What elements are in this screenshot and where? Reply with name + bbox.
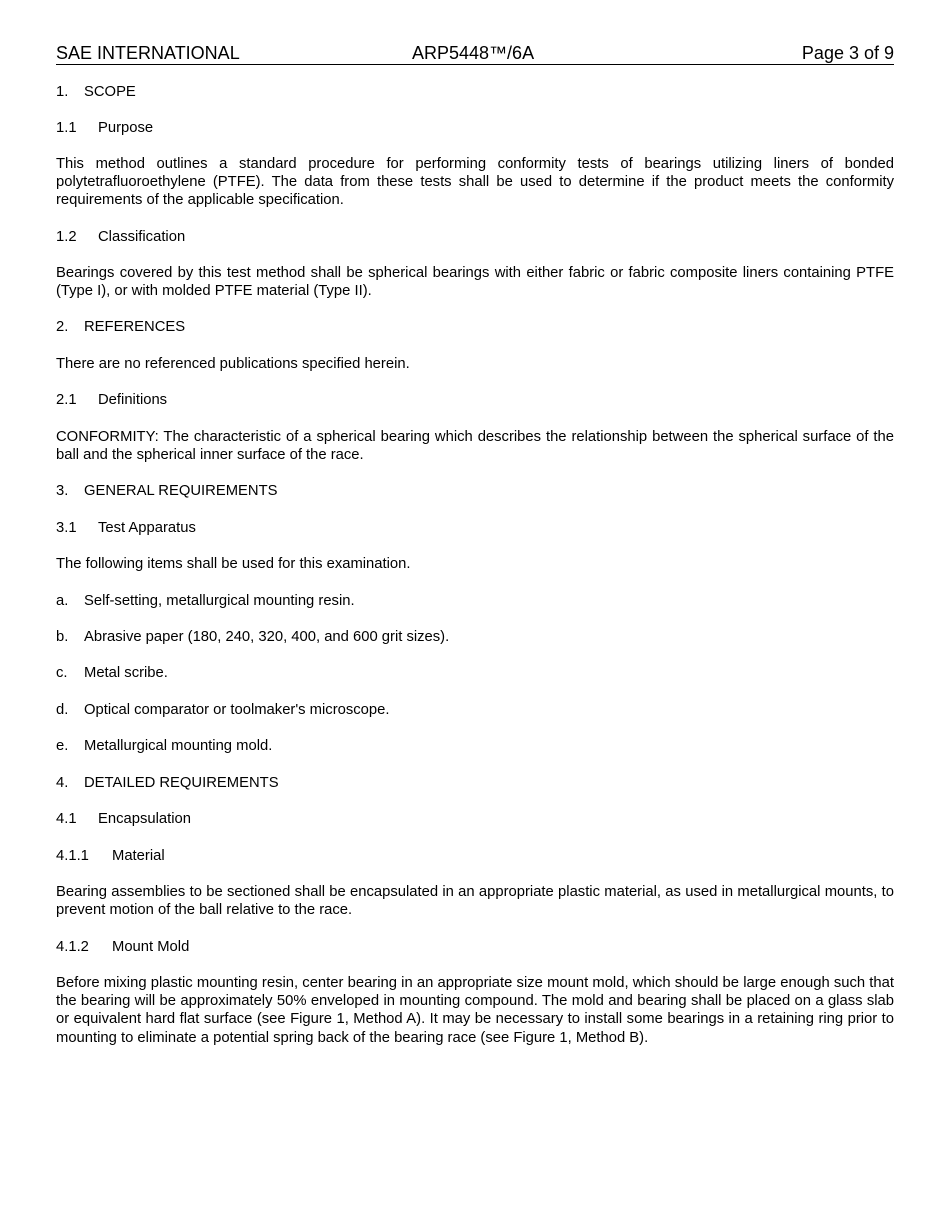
section-number: 4. bbox=[56, 775, 69, 791]
list-item bbox=[56, 664, 894, 682]
header-org: SAE INTERNATIONAL bbox=[56, 43, 240, 63]
section-4-1-2-heading bbox=[56, 938, 894, 956]
section-2-1-paragraph: CONFORMITY: The characteristic of a spherical bearing which describes the relationship between the spherical surface of the ball and the spherical inner surface of the race. bbox=[56, 429, 894, 464]
list-item-text: Self-setting, metallurgical mounting resin. bbox=[84, 593, 355, 609]
section-title: Test Apparatus bbox=[98, 520, 196, 536]
section-1-2-paragraph: Bearings covered by this test method shall be spherical bearings with either fabric or fabric composite liners containing PTFE (Type I), or with molded PTFE material (Type II). bbox=[56, 265, 894, 300]
list-marker: d. bbox=[56, 702, 69, 718]
section-4-1-1-heading bbox=[56, 847, 894, 865]
list-item-text: Abrasive paper (180, 240, 320, 400, and 600 grit sizes). bbox=[84, 629, 450, 645]
section-title: Classification bbox=[98, 229, 186, 245]
section-2-paragraph: There are no referenced publications specified herein. bbox=[56, 356, 410, 372]
section-4-1-1-paragraph: Bearing assemblies to be sectioned shall be encapsulated in an appropriate plastic material, as used in metallurgical mounts, to prevent motion of the ball relative to the race. bbox=[56, 884, 894, 919]
section-1-1-paragraph: This method outlines a standard procedure for performing conformity tests of bearings utilizing liners of bonded polytetrafluoroethylene (PTFE). The data from these tests shall be used to determine if the product meets the conformity requirements of the applicable specification. bbox=[56, 156, 894, 209]
section-number: 1.1 bbox=[56, 120, 77, 136]
section-number: 3.1 bbox=[56, 520, 77, 536]
section-4-1-2-paragraph: Before mixing plastic mounting resin, center bearing in an appropriate size mount mold, which should be large enough such that the bearing will be approximately 50% enveloped in mounting compound. The mold and bearing shall be placed on a glass slab or equivalent hard flat surface (see Figure 1, Method A). It may be necessary to install some bearings in a retaining ring prior to mounting to eliminate a potential spring back of the bearing race (see Figure 1, Method B). bbox=[56, 975, 894, 1046]
section-number: 1. bbox=[56, 84, 69, 100]
list-item bbox=[56, 592, 894, 610]
header-doc-id: ARP5448™/6A bbox=[412, 43, 535, 63]
list-marker: b. bbox=[56, 629, 69, 645]
section-title: SCOPE bbox=[84, 84, 136, 100]
section-title: DETAILED REQUIREMENTS bbox=[84, 775, 279, 791]
list-item bbox=[56, 628, 894, 646]
section-number: 3. bbox=[56, 483, 69, 499]
list-marker: e. bbox=[56, 738, 69, 754]
section-4-1-heading bbox=[56, 810, 894, 828]
section-number: 4.1.1 bbox=[56, 848, 89, 864]
section-number: 2. bbox=[56, 319, 69, 335]
section-number: 1.2 bbox=[56, 229, 77, 245]
section-4-heading bbox=[56, 774, 894, 792]
list-marker: a. bbox=[56, 593, 69, 609]
section-title: GENERAL REQUIREMENTS bbox=[84, 483, 278, 499]
section-title: Purpose bbox=[98, 120, 154, 136]
section-title: REFERENCES bbox=[84, 319, 186, 335]
section-1-heading bbox=[56, 83, 894, 101]
section-3-1-paragraph: The following items shall be used for this examination. bbox=[56, 556, 411, 572]
section-title: Material bbox=[112, 848, 165, 864]
section-2-1-heading bbox=[56, 391, 894, 409]
section-title: Encapsulation bbox=[98, 811, 191, 827]
page-header bbox=[56, 43, 894, 65]
section-2-heading bbox=[56, 318, 894, 336]
section-number: 4.1 bbox=[56, 811, 77, 827]
section-number: 4.1.2 bbox=[56, 939, 89, 955]
list-item bbox=[56, 737, 894, 755]
list-item-text: Optical comparator or toolmaker's microscope. bbox=[84, 702, 390, 718]
list-item-text: Metallurgical mounting mold. bbox=[84, 738, 273, 754]
section-1-1-heading bbox=[56, 119, 894, 137]
section-number: 2.1 bbox=[56, 392, 77, 408]
section-title: Definitions bbox=[98, 392, 168, 408]
list-item bbox=[56, 701, 894, 719]
header-page-number: Page 3 of 9 bbox=[801, 43, 894, 63]
section-title: Mount Mold bbox=[112, 939, 190, 955]
section-1-2-heading bbox=[56, 228, 894, 246]
list-item-text: Metal scribe. bbox=[84, 665, 168, 681]
list-marker: c. bbox=[56, 665, 68, 681]
section-3-heading bbox=[56, 482, 894, 500]
section-3-1-heading bbox=[56, 519, 894, 537]
